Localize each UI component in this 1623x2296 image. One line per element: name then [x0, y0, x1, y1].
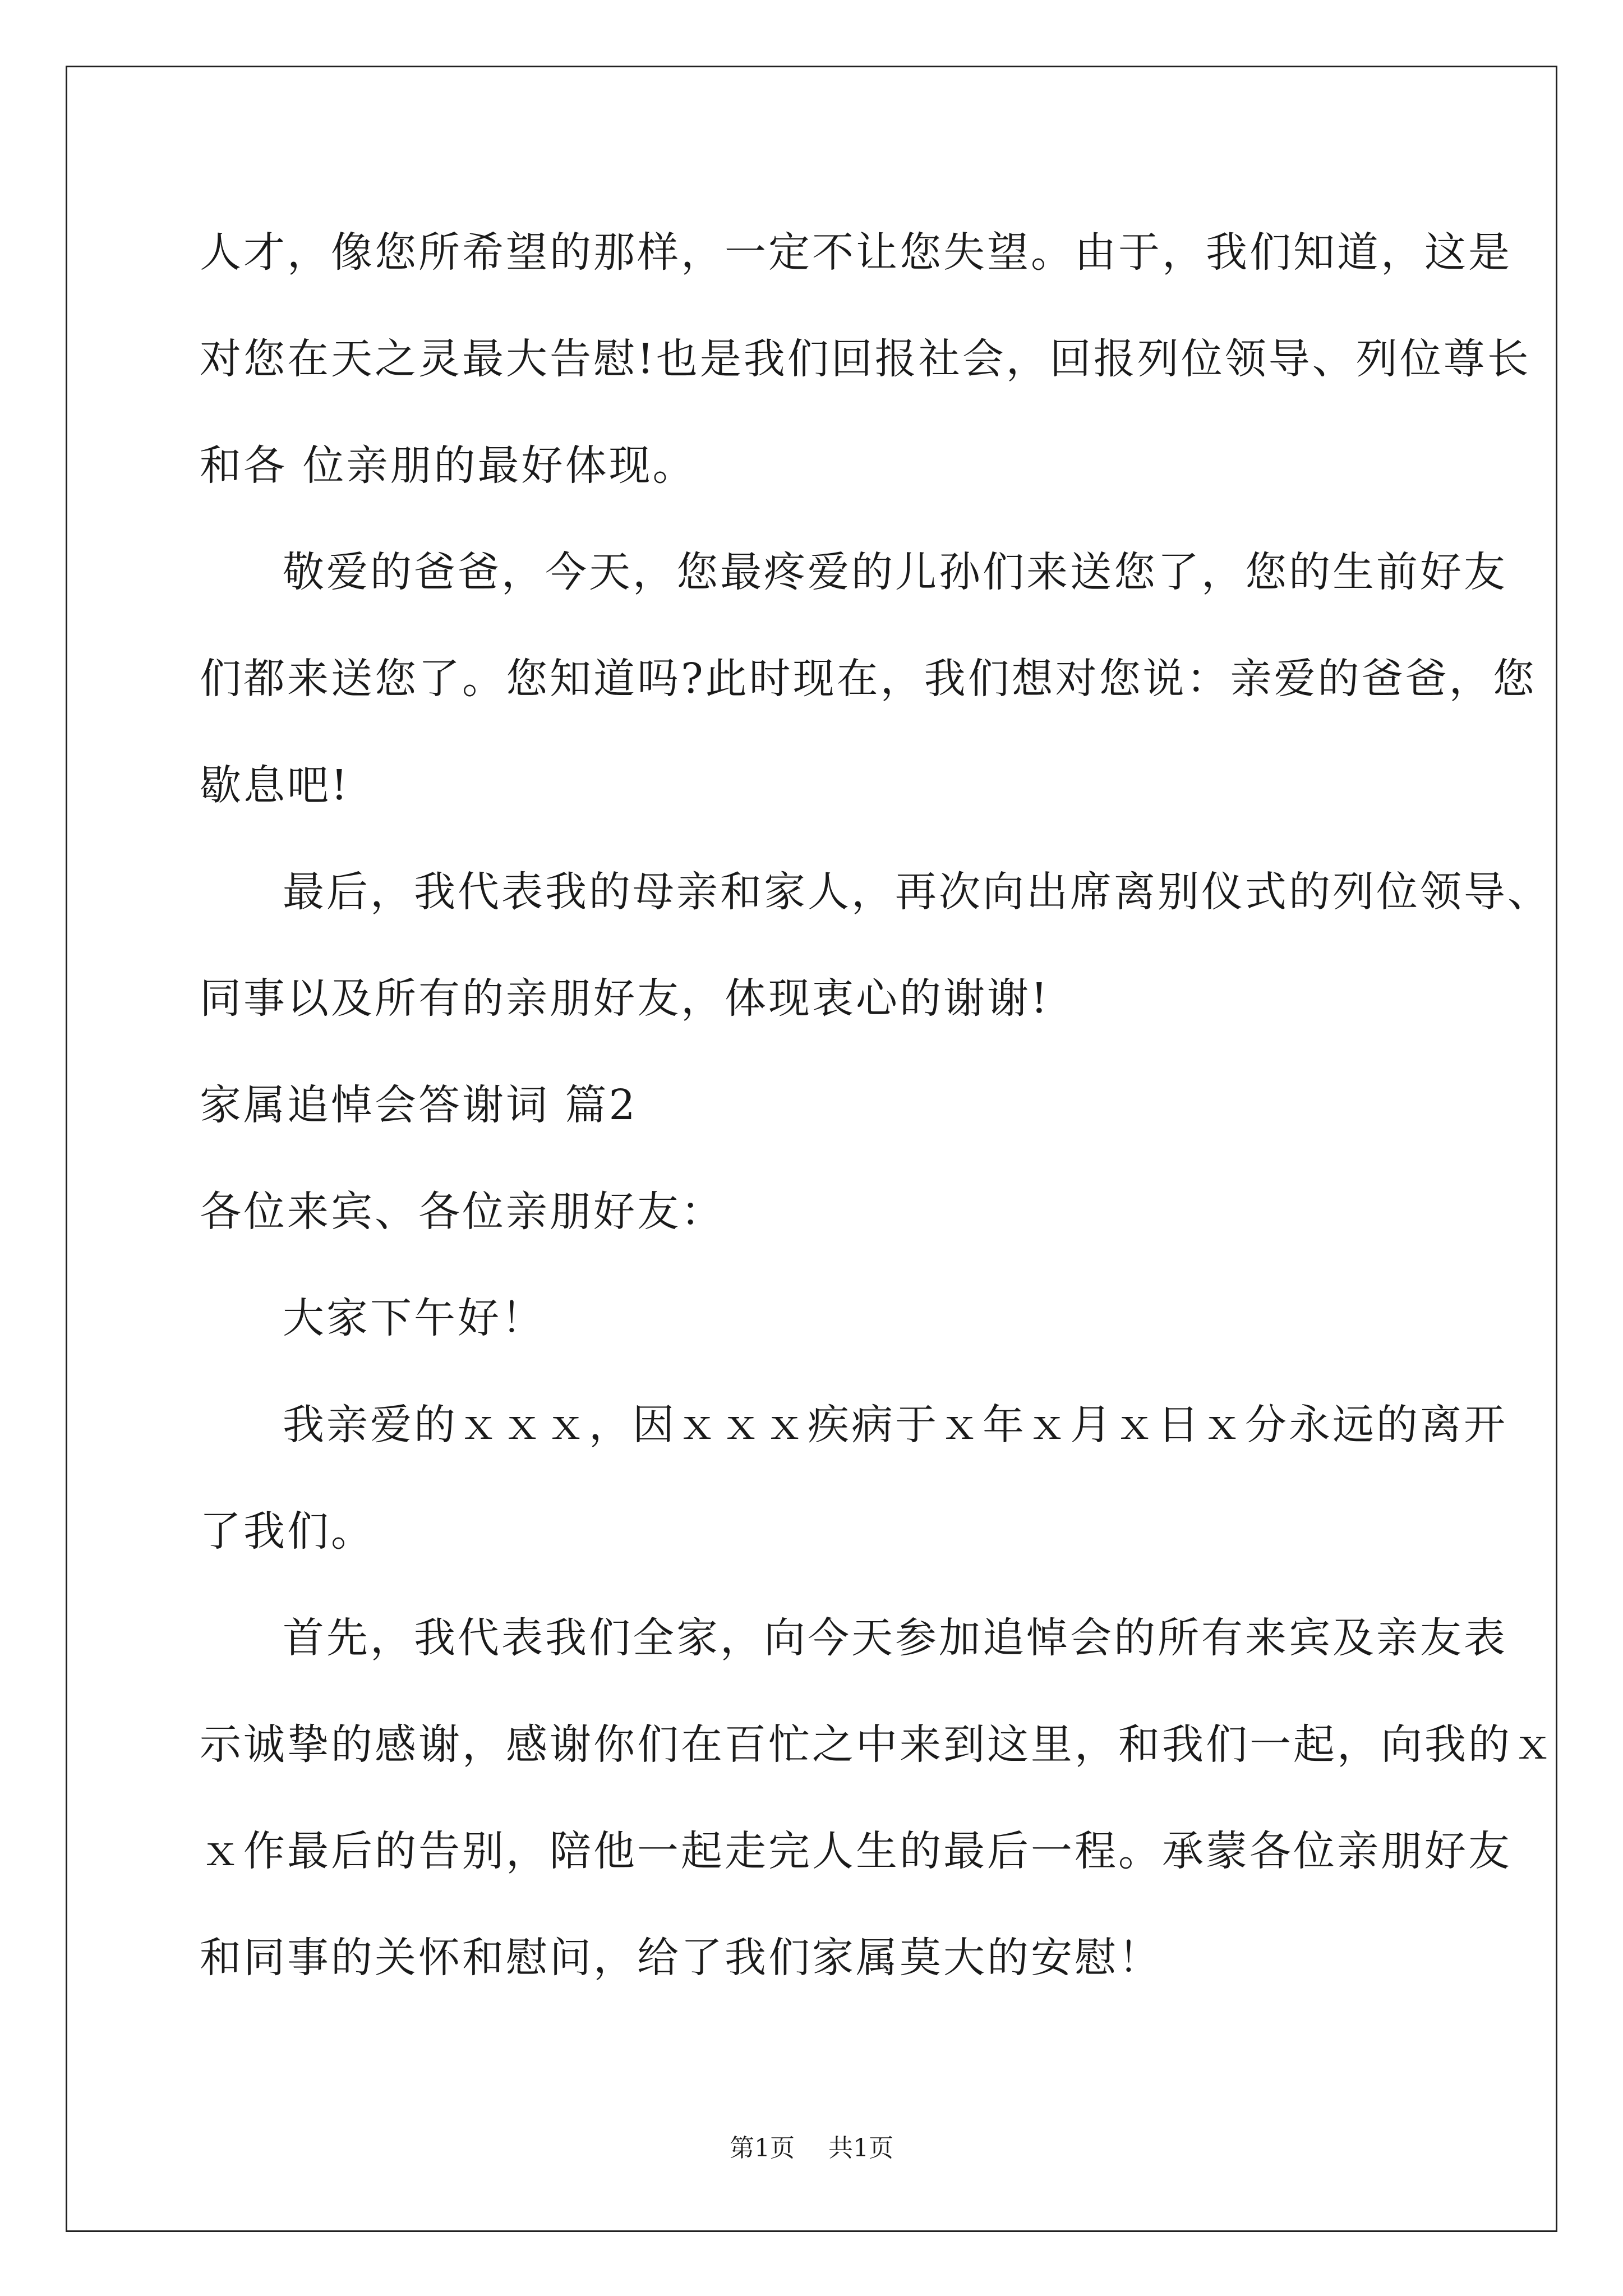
- page-footer: [0, 2132, 1623, 2165]
- paragraph-first-line: 首先，我代表我们全家，向今天参加追悼会的所有来宾及亲友表: [283, 1614, 1507, 1662]
- text-line: 们都来送您了。您知道吗?此时现在，我们想对您说：亲爱的爸爸，您: [200, 655, 1537, 703]
- page-total: 共1页: [828, 2134, 893, 2162]
- page-number: 第1页: [730, 2134, 795, 2162]
- text-line: 同事以及所有的亲朋好友，体现衷心的谢谢!: [200, 974, 1050, 1023]
- text-line: 了我们。: [200, 1507, 375, 1556]
- text-line: 人才，像您所希望的那样，一定不让您失望。由于，我们知道，这是: [200, 228, 1512, 277]
- section-heading: 家属追悼会答谢词 篇2: [200, 1081, 638, 1129]
- text-line: 歇息吧!: [200, 761, 350, 809]
- text-line: 和同事的关怀和慰问，给了我们家属莫大的安慰！: [200, 1934, 1162, 1982]
- paragraph-first-line: 最后，我代表我的母亲和家人，再次向出席离别仪式的列位领导、: [283, 868, 1551, 916]
- page-border: [66, 66, 1557, 2232]
- salutation: 各位来宾、各位亲朋好友：: [200, 1188, 725, 1236]
- paragraph-first-line: 敬爱的爸爸，今天，您最疼爱的儿孙们来送您了，您的生前好友: [283, 548, 1507, 596]
- text-line: 和各 位亲朋的最好体现。: [200, 441, 697, 490]
- paragraph-first-line: 我亲爱的ｘｘｘ，因ｘｘｘ疾病于ｘ年ｘ月ｘ日ｘ分永远的离开: [283, 1401, 1507, 1449]
- text-line: 示诚挚的感谢，感谢你们在百忙之中来到这里，和我们一起，向我的ｘ: [200, 1720, 1556, 1769]
- text-line: 对您在天之灵最大告慰!也是我们回报社会，回报列位领导、列位尊长: [200, 335, 1531, 383]
- text-line: ｘ作最后的告别，陪他一起走完人生的最后一程。承蒙各位亲朋好友: [200, 1827, 1512, 1875]
- greeting: 大家下午好！: [283, 1294, 545, 1342]
